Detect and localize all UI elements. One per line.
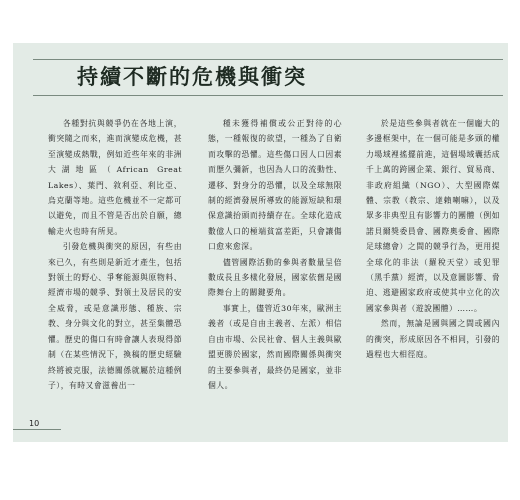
text-column-3 — [366, 116, 500, 363]
title-block — [33, 43, 503, 103]
page-title: 持續不斷的危機與衝突 — [77, 65, 307, 89]
paragraph: 種未獲得補償或公正對待的心態，一種報復的欲望，一種為了自衛而攻擊的恐懼。這些傷口因人口因素而歷久彌新，也因為人口的流動性、遷移、對身分的恐懼，以及全球無限制的經濟發展所導致的能源短缺和環保意識抬頭而持續存在。全球化造成數億人口的極端貧富差距，只會讓傷口愈來愈深。 — [208, 119, 342, 252]
page-number: 10 — [29, 419, 40, 428]
paragraph: 各種對抗與競爭仍在各地上演，衝突隨之而來，進而演變成危機，甚至演變成熱戰，例如近些年來的非洲大湖地區（African Great Lakes）、葉門、敘利亞、利比亞、烏克蘭等地。這些危機並不一定都可以避免，而且不管是否出於自願，總輸走火也時有所見。 — [48, 119, 182, 236]
footer-rule — [13, 429, 61, 430]
text-column-1 — [48, 116, 182, 393]
paragraph: 儘管國際活動的參與者數量呈倍數成長且多樣化發展，國家依舊是國際舞台上的關鍵要角。 — [208, 257, 342, 298]
paragraph: 引發危機與衝突的原因，有些由來已久，有些則是新近才產生，包括對領土的野心、爭奪能源與原物料、經濟市場的競爭、對領土及居民的安全威脅，或是意識形態、種族、宗教、身分與文化的對立，甚至集體恐懼。歷史的傷口有時會讓人表現得節制（在某些情況下，換稿的歷史經驗終將被克服，法德關係就屬於這種例子），有時又會滋養出一 — [48, 242, 182, 390]
paragraph: 事實上，儘管近30年來，歐洲主義者（或是自由主義者、左派）相信自由市場、公民社會、個人主義與歐盟更勝於國家，然而國際關係與衝突的主要參與者，最終仍是國家，並非個人。 — [208, 303, 342, 390]
paragraph: 然而，無論是國與國之間或國內的衝突，形成原因各不相同，引發的過程也大相徑庭。 — [366, 319, 500, 360]
text-column-2 — [208, 116, 342, 393]
text-columns — [48, 116, 503, 416]
book-page — [13, 43, 508, 442]
title-top-rule — [33, 59, 503, 60]
title-bottom-rule — [33, 95, 503, 96]
paragraph: 於是這些參與者就在一個龐大的多邊框架中，在一個可能是多頭的權力場域裡搖擺前進，這個場域囊括成千上萬的跨國企業、銀行、貿易商、非政府組織（NGO）、大型國際媒體、宗教（教宗、達賴喇嘛），以及眾多非典型且有影響力的團體（例如諾貝爾獎委員會、國際奧委會、國際足球總會）之間的競爭行為，更用提全球化的非法（羅稅天堂）或犯罪（黑手黨）經濟，以及意圖影響、脅迫、逃避國家政府或使其中立化的次國家參與者（遊說團體）……。 — [366, 119, 500, 313]
